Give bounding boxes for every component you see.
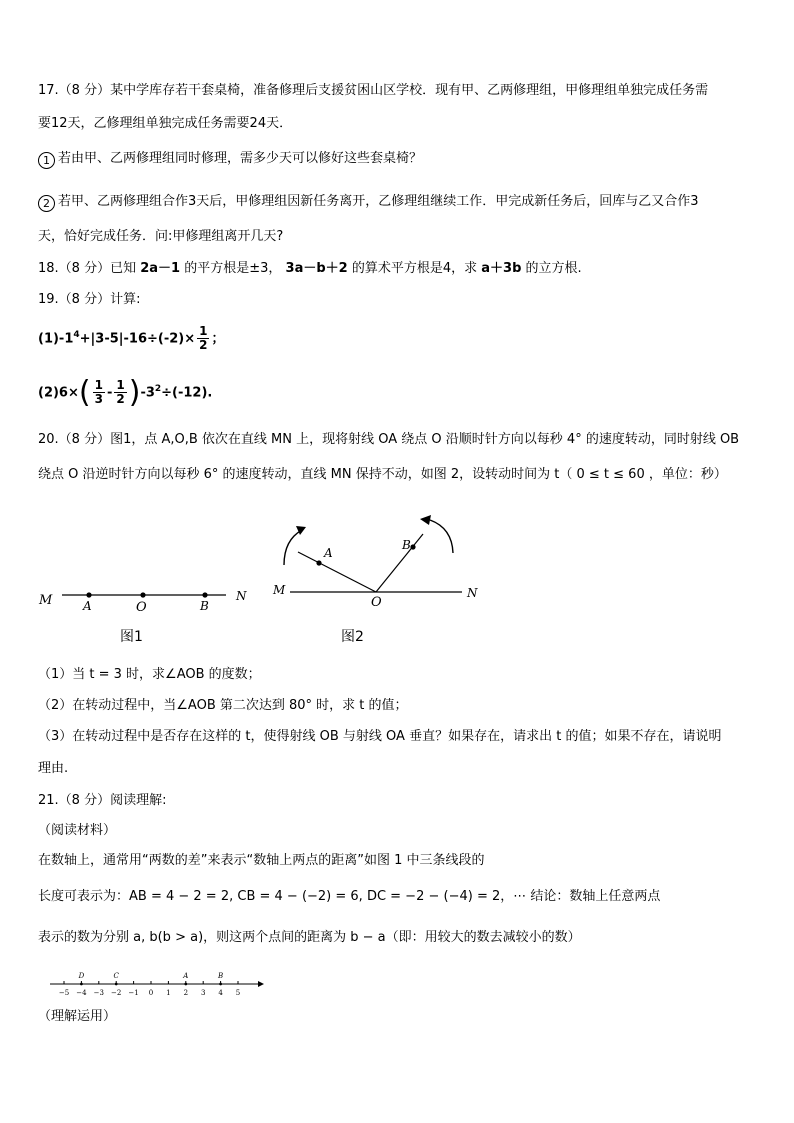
q17-part2	[38, 194, 699, 212]
q20-figures	[0, 500, 794, 650]
q19-e2-end: ÷(-12).	[161, 385, 213, 401]
number-line-tick-label: −2	[111, 989, 122, 997]
q19-e2-lparen: (	[78, 374, 91, 410]
fig2-label-m: M	[273, 583, 286, 597]
fig1-point-o	[140, 592, 145, 597]
q17-part2-text: 若甲、乙两修理组合作3天后，甲修理组因新任务离开，乙修理组继续工作．甲完成新任务后，回库与乙又合作3	[58, 194, 699, 209]
number-line-tick-label: −4	[76, 989, 87, 997]
number-line-tick-label: −3	[93, 989, 104, 997]
number-line-arrow-icon	[258, 981, 264, 987]
q18-expr3: a＋3b	[481, 261, 522, 276]
fig2-label-a: A	[324, 546, 333, 560]
q18-expr2: 3a－b＋2	[285, 261, 348, 276]
fig1-label-o: O	[136, 600, 147, 615]
q21-read1: 在数轴上，通常用“两数的差”来表示“数轴上两点的距离”如图 1 中三条线段的	[38, 853, 485, 868]
number-line-tick-label: −5	[58, 989, 70, 997]
q18	[38, 261, 582, 277]
q19-e2-frac2: $\frac{1}{2}$	[116, 378, 125, 407]
q19-head: 19.（8 分）计算:	[38, 292, 141, 307]
q17-line1: 17.（8 分）某中学库存若干套桌椅，准备修理后支援贫困山区学校．现有甲、乙两修理组，甲修理组单独完成任务需	[38, 83, 709, 98]
q19-e2-minus: -	[106, 385, 113, 401]
fig2-arrowhead-b-icon	[420, 515, 431, 525]
number-line-point-c	[115, 983, 118, 986]
q19-e1-pre: (1)-1	[38, 331, 74, 347]
fig2-point-a	[316, 560, 321, 565]
number-line-point-label: A	[183, 972, 189, 980]
q19-e2-pre: (2)6×	[38, 385, 79, 401]
q20-sub3: （3）在转动过程中是否存在这样的 t，使得射线 OB 与射线 OA 垂直？如果存在，请求出 t 的值；如果不存在，请说明	[38, 729, 722, 744]
number-line-tick-label: 3	[200, 989, 206, 997]
q21-read3: 表示的数为分别 a, b(b > a)，则这两个点间的距离为 b − a（即：用较大的数去减较小的数）	[38, 930, 581, 945]
q18-head: 18.（8 分）已知	[38, 261, 137, 276]
q19-expr1	[38, 320, 225, 354]
fig2-ray-oa	[298, 552, 376, 592]
fig2-point-b	[410, 544, 415, 549]
q20-sub3-cont: 理由.	[38, 761, 69, 776]
q21-read2: 长度可表示为：AB = 4 − 2 = 2, CB = 4 − (−2) = 6, DC = −2 − (−4) = 2，⋯ 结论：数轴上任意两点	[38, 889, 661, 904]
number-line-tick-label: 2	[183, 989, 189, 997]
q20-line2: 绕点 O 沿逆时针方向以每秒 6° 的速度转动，直线 MN 保持不动，如图 2，设转动时间为 t（ 0 ≤ t ≤ 60 ，单位：秒）	[38, 467, 727, 482]
figure-1	[38, 589, 247, 645]
q17-part2-number: 2	[38, 195, 55, 212]
q21-number-line	[40, 962, 280, 1002]
fig2-counterclockwise-arrow-icon	[430, 520, 453, 553]
q19-e2-rparen: )	[128, 374, 141, 410]
fig2-label-n: N	[467, 586, 478, 600]
q20-sub2: （2）在转动过程中，当∠AOB 第二次达到 80° 时，求 t 的值；	[38, 698, 408, 713]
number-line-tick-label: 0	[148, 989, 154, 997]
fig2-label-o: O	[371, 595, 382, 610]
number-line-tick-label: −1	[128, 989, 139, 997]
q19-e1-end: ；	[211, 331, 225, 347]
q19-e1-fraction: $\frac{1}{2}$	[199, 324, 208, 353]
q19-e2-sup: 2	[154, 384, 162, 394]
q19-expr2	[38, 370, 212, 412]
q18-text3: 的立方根.	[525, 261, 582, 276]
number-line-point-b	[219, 983, 222, 986]
q21-material-heading: （阅读材料）	[38, 823, 117, 838]
fig1-label-b: B	[200, 599, 209, 613]
number-line-tick-label: 1	[166, 989, 171, 997]
fig2-ray-ob	[376, 534, 423, 592]
number-line-point-a	[184, 983, 187, 986]
number-line-point-label: D	[78, 972, 85, 980]
number-line-tick-label: 4	[218, 989, 223, 997]
q20-sub1: （1）当 t = 3 时，求∠AOB 的度数；	[38, 667, 261, 682]
q21-head: 21.（8 分）阅读理解:	[38, 793, 167, 808]
fig1-label-m: M	[39, 593, 53, 608]
q17-line2: 要12天，乙修理组单独完成任务需要24天．	[38, 116, 293, 131]
number-line-point-label: C	[113, 972, 119, 980]
fig2-caption: 图2	[341, 629, 364, 645]
fig1-point-a	[86, 592, 91, 597]
figure-2	[272, 515, 478, 645]
fig1-caption: 图1	[120, 629, 143, 645]
q21-apply-heading: （理解运用）	[38, 1009, 117, 1024]
number-line-point-d	[80, 983, 83, 986]
q18-text2: 的算术平方根是4，求	[351, 261, 478, 276]
q18-expr1: 2a－1	[140, 261, 181, 276]
fig1-label-n: N	[236, 589, 247, 603]
q19-e2-frac1: $\frac{1}{3}$	[94, 378, 103, 407]
fig2-clockwise-arrow-icon	[284, 530, 302, 565]
q19-e2-mid: -3	[140, 385, 155, 401]
fig1-point-b	[202, 592, 207, 597]
q17-part1	[38, 151, 422, 169]
q17-part1-number: 1	[38, 152, 55, 169]
q17-part1-text: 若由甲、乙两修理组同时修理，需多少天可以修好这些套桌椅？	[58, 151, 423, 166]
q19-e1-mid: +|3-5|-16÷(-2)×	[79, 331, 196, 347]
fig1-label-a: A	[83, 599, 92, 613]
fig2-label-b: B	[402, 538, 411, 552]
number-line-tick-label: 5	[235, 989, 241, 997]
q18-text1: 的平方根是±3，	[184, 261, 282, 276]
q19-e1-sup: 4	[73, 330, 80, 340]
q17-part2-cont: 天，恰好完成任务．问:甲修理组离开几天?	[38, 229, 284, 244]
q20-line1: 20.（8 分）图1，点 A,O,B 依次在直线 MN 上，现将射线 OA 绕点 O 沿顺时针方向以每秒 4° 的速度转动，同时射线 OB	[38, 432, 740, 447]
number-line-point-label: B	[218, 972, 224, 980]
